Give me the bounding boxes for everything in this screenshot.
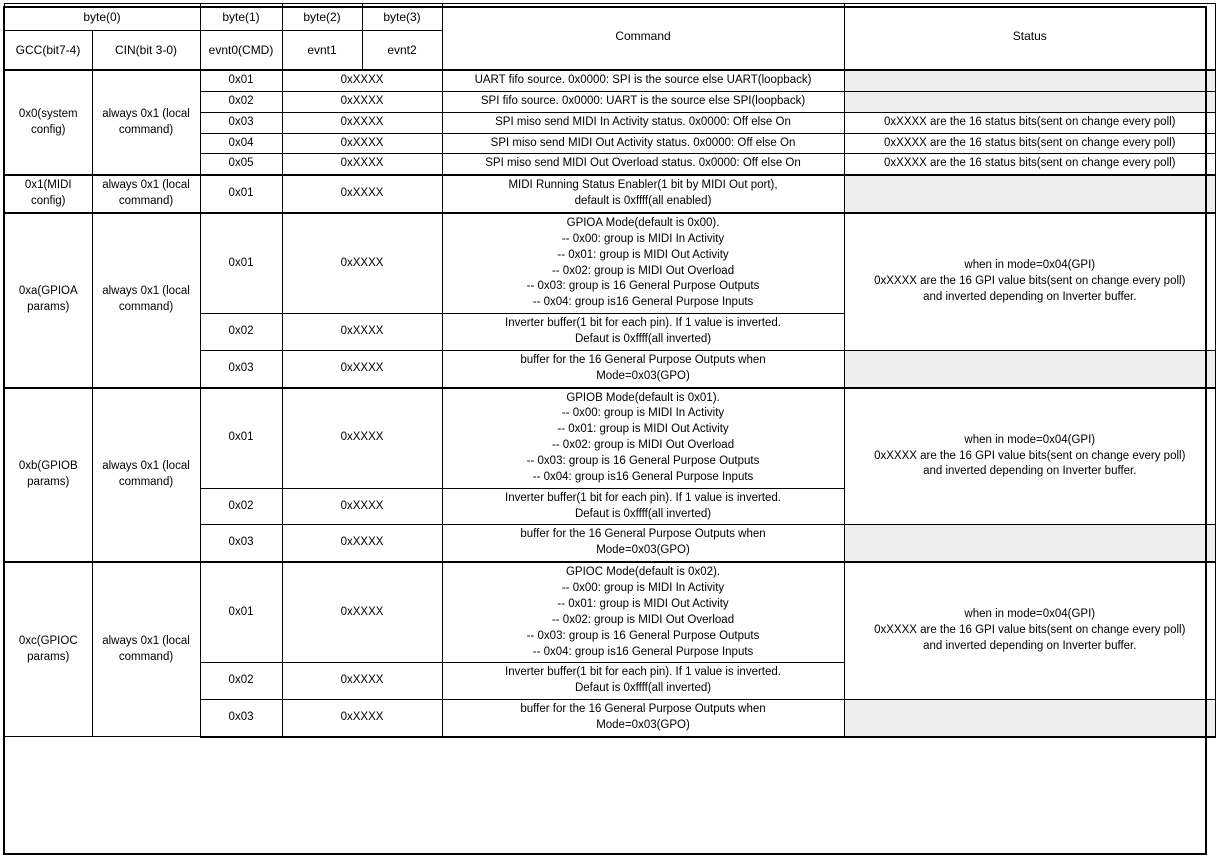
command-line: SPI miso send MIDI Out Overload status. 0x0000: Off else On (485, 157, 801, 170)
cell-evnt0-0-3: 0x04 (200, 133, 282, 154)
cell-gcc-1: 0x1(MIDI config) (4, 175, 92, 213)
command-line: -- 0x02: group is MIDI Out Overload (551, 613, 735, 626)
cell-evnt12-0-2: 0xXXXX (282, 112, 442, 133)
command-line: -- 0x02: group is MIDI Out Overload (551, 439, 735, 452)
table-row (4, 213, 1216, 314)
cell-evnt12-2-0: 0xXXXX (282, 213, 442, 314)
table-row (4, 70, 1216, 91)
cell-cin-1: always 0x1 (local command) (92, 175, 200, 213)
cell-evnt12-2-2: 0xXXXX (282, 350, 442, 387)
command-line: GPIOA Mode(default is 0x00). (566, 217, 720, 230)
header-status: Status (844, 4, 1216, 71)
cell-evnt0-3-0: 0x01 (200, 388, 282, 489)
command-line: Inverter buffer(1 bit for each pin). If 1 value is inverted. (505, 666, 781, 679)
cell-command-3-2 (442, 525, 844, 562)
command-line: -- 0x03: group is 16 General Purpose Outputs (526, 629, 760, 642)
cell-command-0-0 (442, 70, 844, 91)
command-line: -- 0x03: group is 16 General Purpose Outputs (526, 455, 760, 468)
command-spec-table (3, 3, 1216, 738)
cell-gcc-0: 0x0(system config) (4, 70, 92, 175)
header-evnt0: evnt0(CMD) (200, 31, 282, 71)
cell-evnt0-0-0: 0x01 (200, 70, 282, 91)
cell-command-0-2 (442, 112, 844, 133)
cell-evnt12-0-0: 0xXXXX (282, 70, 442, 91)
command-line: GPIOB Mode(default is 0x01). (566, 391, 720, 404)
header-byte3: byte(3) (362, 4, 442, 31)
status-line: 0xXXXX are the 16 status bits(sent on change every poll) (884, 136, 1176, 149)
status-line: and inverted depending on Inverter buffer. (923, 290, 1137, 303)
status-line: 0xXXXX are the 16 status bits(sent on change every poll) (884, 115, 1176, 128)
command-line: -- 0x01: group is MIDI Out Activity (557, 248, 729, 261)
cell-evnt12-3-1: 0xXXXX (282, 488, 442, 525)
cell-command-4-1 (442, 663, 844, 700)
command-line: GPIOC Mode(default is 0x02). (565, 566, 721, 579)
command-line: Inverter buffer(1 bit for each pin). If 1 value is inverted. (505, 491, 781, 504)
cell-evnt0-2-0: 0x01 (200, 213, 282, 314)
cell-evnt0-0-1: 0x02 (200, 91, 282, 112)
command-line: SPI miso send MIDI Out Activity status. 0x0000: Off else On (490, 136, 796, 149)
cell-command-0-4 (442, 154, 844, 175)
status-line: and inverted depending on Inverter buffer. (923, 640, 1137, 653)
header-evnt2: evnt2 (362, 31, 442, 71)
cell-evnt12-4-2: 0xXXXX (282, 700, 442, 737)
cell-status-0-0 (844, 70, 1216, 91)
command-line: -- 0x03: group is 16 General Purpose Outputs (526, 280, 760, 293)
status-line: 0xXXXX are the 16 status bits(sent on change every poll) (884, 157, 1176, 170)
cell-evnt0-3-1: 0x02 (200, 488, 282, 525)
command-line: -- 0x01: group is MIDI Out Activity (557, 423, 729, 436)
command-line: buffer for the 16 General Purpose Outputs when (520, 528, 766, 541)
cell-status-1-0 (844, 175, 1216, 213)
status-line: 0xXXXX are the 16 GPI value bits(sent on change every poll) (874, 275, 1186, 288)
cell-command-3-0 (442, 388, 844, 489)
cell-status-0-2 (844, 112, 1216, 133)
cell-evnt12-3-0: 0xXXXX (282, 388, 442, 489)
command-line: -- 0x04: group is16 General Purpose Inputs (532, 470, 754, 483)
cell-evnt0-0-4: 0x05 (200, 154, 282, 175)
cell-evnt0-1-0: 0x01 (200, 175, 282, 213)
cell-cin-3: always 0x1 (local command) (92, 388, 200, 563)
command-line: SPI fifo source. 0x0000: UART is the source else SPI(loopback) (480, 94, 806, 107)
cell-evnt0-4-2: 0x03 (200, 700, 282, 737)
command-line: Mode=0x03(GPO) (596, 369, 690, 382)
cell-evnt0-4-1: 0x02 (200, 663, 282, 700)
header-cin: CIN(bit 3-0) (92, 31, 200, 71)
cell-evnt0-3-2: 0x03 (200, 525, 282, 562)
status-line: when in mode=0x04(GPI) (964, 433, 1096, 446)
cell-cin-4: always 0x1 (local command) (92, 562, 200, 737)
cell-status-3-0 (844, 388, 1216, 525)
cell-evnt0-0-2: 0x03 (200, 112, 282, 133)
cell-evnt12-4-1: 0xXXXX (282, 663, 442, 700)
cell-evnt12-2-1: 0xXXXX (282, 314, 442, 351)
spec-table-sheet (0, 3, 1216, 860)
cell-status-0-4 (844, 154, 1216, 175)
cell-command-1-0 (442, 175, 844, 213)
header-byte0: byte(0) (4, 4, 200, 31)
cell-gcc-4: 0xc(GPIOC params) (4, 562, 92, 737)
table-row (4, 175, 1216, 213)
cell-command-0-3 (442, 133, 844, 154)
command-line: -- 0x00: group is MIDI In Activity (561, 582, 725, 595)
cell-evnt12-3-2: 0xXXXX (282, 525, 442, 562)
cell-command-0-1 (442, 91, 844, 112)
header-byte2: byte(2) (282, 4, 362, 31)
cell-evnt12-0-4: 0xXXXX (282, 154, 442, 175)
command-line: default is 0xffff(all enabled) (574, 195, 712, 208)
cell-command-2-0 (442, 213, 844, 314)
header-gcc: GCC(bit7-4) (4, 31, 92, 71)
command-line: -- 0x00: group is MIDI In Activity (561, 407, 725, 420)
cell-command-3-1 (442, 488, 844, 525)
command-line: -- 0x04: group is16 General Purpose Inputs (532, 645, 754, 658)
cell-command-2-1 (442, 314, 844, 351)
command-line: buffer for the 16 General Purpose Outputs when (520, 353, 766, 366)
cell-status-0-3 (844, 133, 1216, 154)
cell-status-4-2 (844, 700, 1216, 737)
cell-evnt0-2-1: 0x02 (200, 314, 282, 351)
cell-status-4-0 (844, 562, 1216, 699)
status-line: when in mode=0x04(GPI) (964, 608, 1096, 621)
status-line: 0xXXXX are the 16 GPI value bits(sent on change every poll) (874, 624, 1186, 637)
command-line: -- 0x02: group is MIDI Out Overload (551, 264, 735, 277)
command-line: UART fifo source. 0x0000: SPI is the source else UART(loopback) (474, 74, 812, 86)
command-line: -- 0x00: group is MIDI In Activity (561, 232, 725, 245)
command-line: Defaut is 0xffff(all inverted) (574, 507, 712, 520)
command-line: MIDI Running Status Enabler(1 bit by MIDI Out port), (508, 179, 778, 192)
command-line: Defaut is 0xffff(all inverted) (574, 682, 712, 695)
header-byte1: byte(1) (200, 4, 282, 31)
table-row (4, 562, 1216, 663)
cell-gcc-2: 0xa(GPIOA params) (4, 213, 92, 388)
cell-cin-2: always 0x1 (local command) (92, 213, 200, 388)
cell-evnt12-1-0: 0xXXXX (282, 175, 442, 213)
cell-status-3-2 (844, 525, 1216, 562)
cell-evnt12-0-3: 0xXXXX (282, 133, 442, 154)
command-line: -- 0x01: group is MIDI Out Activity (557, 597, 729, 610)
status-line: 0xXXXX are the 16 GPI value bits(sent on change every poll) (874, 449, 1186, 462)
cell-command-4-2 (442, 700, 844, 737)
command-line: Defaut is 0xffff(all inverted) (574, 333, 712, 346)
header-command: Command (442, 4, 844, 71)
command-line: -- 0x04: group is16 General Purpose Inputs (532, 296, 754, 309)
command-line: SPI miso send MIDI In Activity status. 0x0000: Off else On (495, 115, 791, 128)
command-line: Inverter buffer(1 bit for each pin). If 1 value is inverted. (505, 317, 781, 330)
table-row (4, 388, 1216, 489)
cell-evnt0-4-0: 0x01 (200, 562, 282, 663)
cell-cin-0: always 0x1 (local command) (92, 70, 200, 175)
status-line: when in mode=0x04(GPI) (964, 259, 1096, 272)
cell-status-2-2 (844, 350, 1216, 387)
header-evnt1: evnt1 (282, 31, 362, 71)
cell-status-0-1 (844, 91, 1216, 112)
cell-evnt0-2-2: 0x03 (200, 350, 282, 387)
command-line: Mode=0x03(GPO) (596, 544, 690, 557)
cell-status-2-0 (844, 213, 1216, 350)
cell-evnt12-4-0: 0xXXXX (282, 562, 442, 663)
command-line: Mode=0x03(GPO) (596, 718, 690, 731)
cell-command-4-0 (442, 562, 844, 663)
command-line: buffer for the 16 General Purpose Outputs when (520, 703, 766, 716)
cell-command-2-2 (442, 350, 844, 387)
cell-gcc-3: 0xb(GPIOB params) (4, 388, 92, 563)
table-header-row-top (4, 4, 1216, 31)
cell-evnt12-0-1: 0xXXXX (282, 91, 442, 112)
status-line: and inverted depending on Inverter buffer. (923, 465, 1137, 478)
